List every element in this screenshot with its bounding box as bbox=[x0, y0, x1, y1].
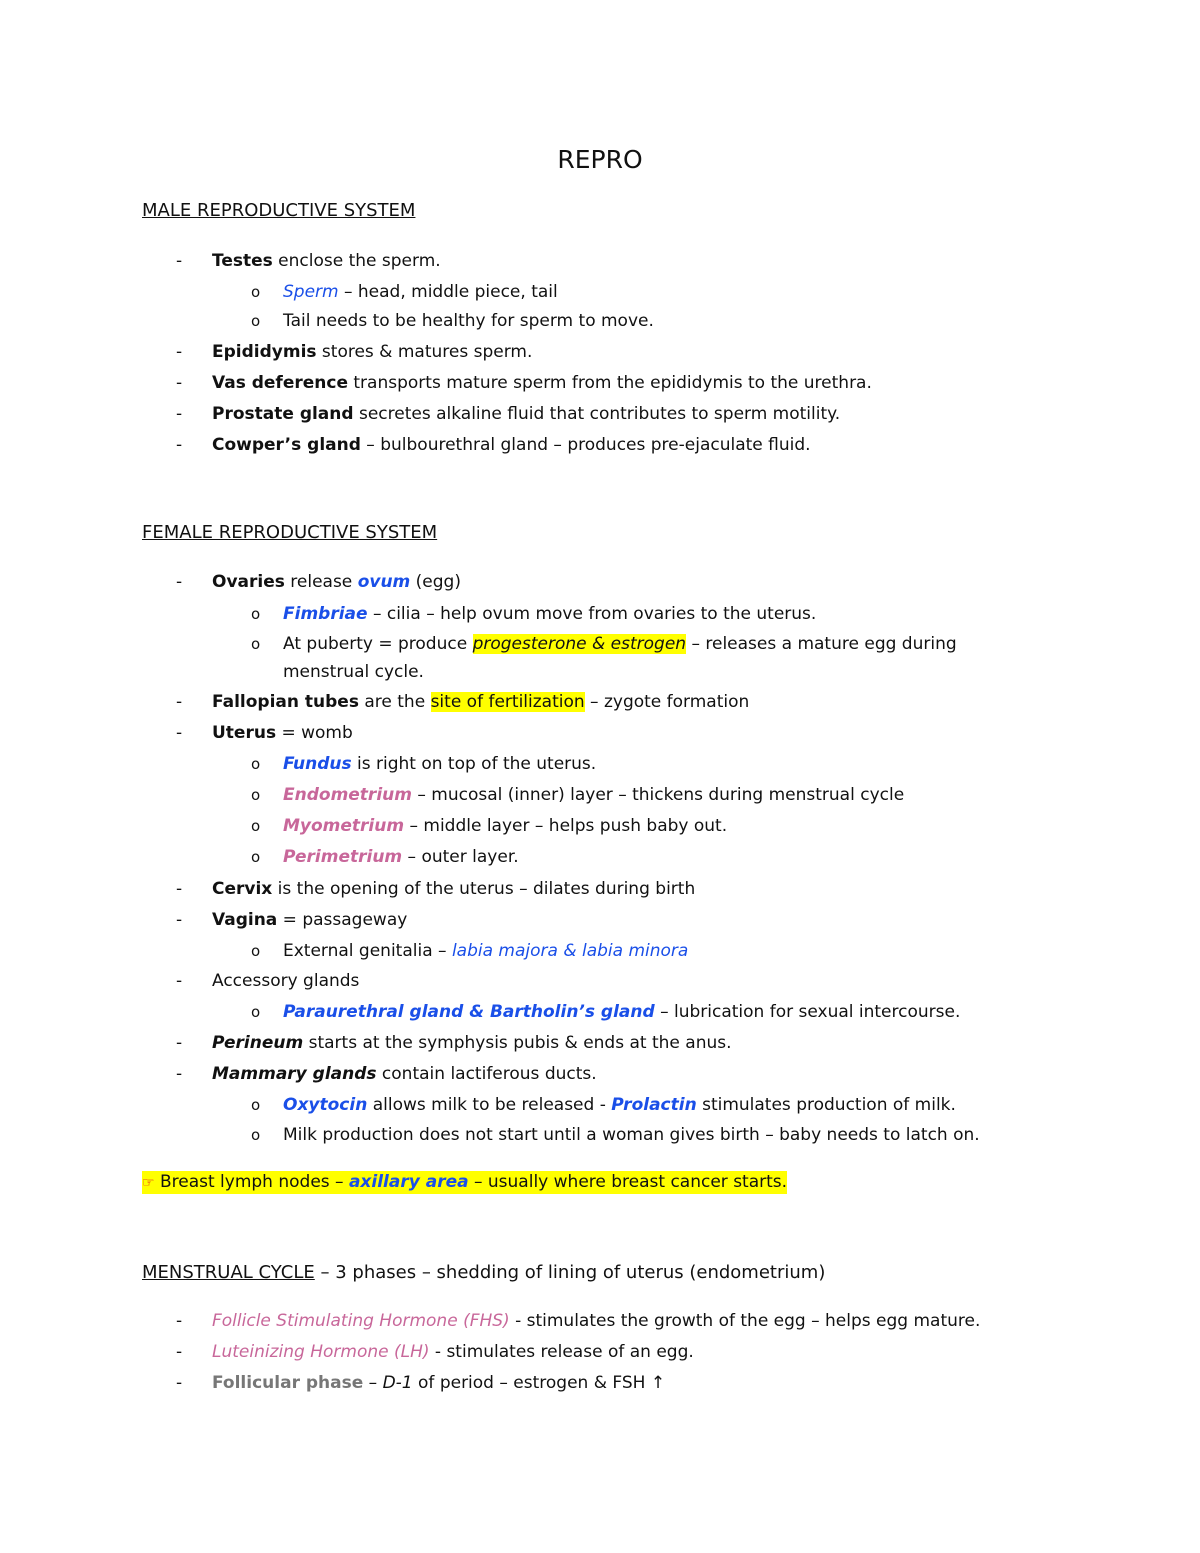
term-perimetrium: Perimetrium bbox=[283, 847, 403, 867]
list-item-perineum bbox=[212, 1032, 732, 1054]
text-mammary: contain lactiferous ducts. bbox=[376, 1064, 597, 1084]
list-item-puberty-continued: menstrual cycle. bbox=[283, 662, 424, 682]
text-endometrium: – mucosal (inner) layer – thickens during menstrual cycle bbox=[411, 785, 905, 805]
term-cowper: Cowper’s gland bbox=[212, 435, 361, 455]
list-item-epididymis bbox=[212, 341, 532, 363]
text-paraurethral: – lubrication for sexual intercourse. bbox=[654, 1002, 961, 1022]
list-item-fsh bbox=[212, 1310, 980, 1332]
text-breast-1: Breast lymph nodes – bbox=[154, 1172, 349, 1192]
dash-bullet: - bbox=[176, 435, 183, 455]
text-vagina: = passageway bbox=[277, 910, 408, 930]
text-follicular-2: of period – estrogen & FSH ↑ bbox=[412, 1373, 666, 1393]
text-fimbriae: – cilia – help ovum move from ovaries to the uterus. bbox=[367, 604, 817, 624]
dash-bullet: - bbox=[176, 572, 183, 592]
text-myometrium: – middle layer – helps push baby out. bbox=[404, 816, 728, 836]
term-paraurethral: Paraurethral gland & Bartholin’s gland bbox=[283, 1002, 655, 1022]
pointing-hand-icon: ☞ bbox=[142, 1175, 155, 1191]
dash-bullet: - bbox=[176, 971, 183, 991]
text-vas-deference: transports mature sperm from the epididymis to the urethra. bbox=[347, 373, 872, 393]
dash-bullet: - bbox=[176, 1033, 183, 1053]
term-oxytocin: Oxytocin bbox=[283, 1095, 368, 1115]
list-item-endometrium bbox=[283, 784, 904, 806]
circle-bullet: o bbox=[251, 755, 261, 773]
term-vas-deference: Vas deference bbox=[212, 373, 348, 393]
text-uterus: = womb bbox=[276, 723, 353, 743]
text-cowper: – bulbourethral gland – produces pre-ejaculate fluid. bbox=[360, 435, 811, 455]
term-labia: labia majora & labia minora bbox=[451, 941, 689, 961]
list-item-cervix bbox=[212, 878, 695, 900]
term-perineum: Perineum bbox=[212, 1033, 304, 1053]
text-perimetrium: – outer layer. bbox=[402, 847, 519, 867]
text-cervix: is the opening of the uterus – dilates during birth bbox=[272, 879, 696, 899]
term-ovum: ovum bbox=[357, 572, 411, 592]
breast-lymph-note bbox=[142, 1171, 787, 1194]
text-breast-2: – usually where breast cancer starts. bbox=[468, 1172, 788, 1192]
term-prostate: Prostate gland bbox=[212, 404, 354, 424]
text-lh: - stimulates release of an egg. bbox=[429, 1342, 694, 1362]
term-cervix: Cervix bbox=[212, 879, 273, 899]
highlight-fertilization: site of fertilization bbox=[430, 692, 585, 712]
text-fsh: - stimulates the growth of the egg – helps egg mature. bbox=[509, 1311, 981, 1331]
list-item-follicular bbox=[212, 1372, 665, 1394]
circle-bullet: o bbox=[251, 1003, 261, 1021]
menstrual-heading-text: – 3 phases – shedding of lining of uterus (endometrium) bbox=[314, 1262, 826, 1283]
list-item-fimbriae bbox=[283, 603, 816, 625]
list-item-milk: Milk production does not start until a woman gives birth – baby needs to latch on. bbox=[283, 1125, 980, 1145]
list-item-tail: Tail needs to be healthy for sperm to move. bbox=[283, 311, 654, 331]
list-item-puberty bbox=[283, 633, 957, 655]
menstrual-section-heading bbox=[142, 1262, 825, 1284]
circle-bullet: o bbox=[251, 1126, 261, 1144]
text-puberty-2: – releases a mature egg during bbox=[686, 634, 957, 654]
list-item-accessory-glands: Accessory glands bbox=[212, 971, 360, 991]
document-title: REPRO bbox=[557, 145, 643, 174]
dash-bullet: - bbox=[176, 1311, 183, 1331]
term-sperm: Sperm bbox=[283, 282, 339, 302]
circle-bullet: o bbox=[251, 942, 261, 960]
male-section-heading: MALE REPRODUCTIVE SYSTEM bbox=[142, 200, 416, 221]
dash-bullet: - bbox=[176, 692, 183, 712]
list-item-genitalia bbox=[283, 940, 688, 962]
circle-bullet: o bbox=[251, 635, 261, 653]
circle-bullet: o bbox=[251, 786, 261, 804]
term-lh: Luteinizing Hormone (LH) bbox=[212, 1342, 430, 1362]
text-epididymis: stores & matures sperm. bbox=[316, 342, 533, 362]
text-puberty-1: At puberty = produce bbox=[283, 634, 473, 654]
list-item-uterus bbox=[212, 722, 353, 744]
list-item-perimetrium bbox=[283, 846, 519, 868]
menstrual-heading-label: MENSTRUAL CYCLE bbox=[142, 1262, 315, 1283]
circle-bullet: o bbox=[251, 817, 261, 835]
term-testes: Testes bbox=[212, 251, 273, 271]
dash-bullet: - bbox=[176, 723, 183, 743]
circle-bullet: o bbox=[251, 312, 261, 330]
term-endometrium: Endometrium bbox=[283, 785, 412, 805]
dash-bullet: - bbox=[176, 910, 183, 930]
circle-bullet: o bbox=[251, 283, 261, 301]
text-prolactin: stimulates production of milk. bbox=[696, 1095, 956, 1115]
term-fallopian: Fallopian tubes bbox=[212, 692, 359, 712]
text-fallopian-1: are the bbox=[358, 692, 431, 712]
dash-bullet: - bbox=[176, 342, 183, 362]
text-fallopian-2: – zygote formation bbox=[584, 692, 750, 712]
term-axillary: axillary area bbox=[348, 1172, 469, 1192]
dash-bullet: - bbox=[176, 1342, 183, 1362]
term-epididymis: Epididymis bbox=[212, 342, 317, 362]
list-item-fundus bbox=[283, 753, 596, 775]
term-fundus: Fundus bbox=[283, 754, 352, 774]
dash-bullet: - bbox=[176, 251, 183, 271]
dash-bullet: - bbox=[176, 1064, 183, 1084]
list-item-vas-deference bbox=[212, 372, 872, 394]
circle-bullet: o bbox=[251, 848, 261, 866]
list-item-lh bbox=[212, 1341, 694, 1363]
circle-bullet: o bbox=[251, 1096, 261, 1114]
text-oxytocin: allows milk to be released - bbox=[367, 1095, 612, 1115]
list-item-testes bbox=[212, 250, 441, 272]
term-uterus: Uterus bbox=[212, 723, 277, 743]
list-item-ovaries bbox=[212, 571, 461, 593]
dash-bullet: - bbox=[176, 1373, 183, 1393]
term-mammary: Mammary glands bbox=[212, 1064, 377, 1084]
text-fundus: is right on top of the uterus. bbox=[351, 754, 597, 774]
text-genitalia: External genitalia – bbox=[283, 941, 452, 961]
circle-bullet: o bbox=[251, 605, 261, 623]
list-item-myometrium bbox=[283, 815, 727, 837]
text-perineum: starts at the symphysis pubis & ends at the anus. bbox=[303, 1033, 732, 1053]
text-prostate: secretes alkaline fluid that contributes to sperm motility. bbox=[353, 404, 841, 424]
list-item-mammary bbox=[212, 1063, 597, 1085]
dash-bullet: - bbox=[176, 879, 183, 899]
dash-bullet: - bbox=[176, 373, 183, 393]
highlight-hormones: progesterone & estrogen bbox=[472, 634, 687, 654]
text-sperm: – head, middle piece, tail bbox=[338, 282, 558, 302]
list-item-prostate bbox=[212, 403, 840, 425]
list-item-sperm bbox=[283, 281, 558, 303]
text-ovaries-1: release bbox=[284, 572, 358, 592]
dash-bullet: - bbox=[176, 404, 183, 424]
term-prolactin: Prolactin bbox=[611, 1095, 697, 1115]
text-testes: enclose the sperm. bbox=[272, 251, 441, 271]
term-fsh: Follicle Stimulating Hormone (FHS) bbox=[212, 1311, 510, 1331]
term-follicular: Follicular phase bbox=[212, 1373, 364, 1393]
text-ovaries-2: (egg) bbox=[410, 572, 461, 592]
list-item-cowper bbox=[212, 434, 811, 456]
term-ovaries: Ovaries bbox=[212, 572, 285, 592]
term-fimbriae: Fimbriae bbox=[283, 604, 368, 624]
text-follicular-day: D-1 bbox=[382, 1373, 413, 1393]
text-follicular-1: – bbox=[363, 1373, 383, 1393]
list-item-vagina bbox=[212, 909, 407, 931]
term-vagina: Vagina bbox=[212, 910, 278, 930]
female-section-heading: FEMALE REPRODUCTIVE SYSTEM bbox=[142, 522, 438, 543]
list-item-paraurethral bbox=[283, 1001, 960, 1023]
list-item-fallopian bbox=[212, 691, 749, 713]
term-myometrium: Myometrium bbox=[283, 816, 405, 836]
list-item-oxytocin bbox=[283, 1094, 956, 1116]
